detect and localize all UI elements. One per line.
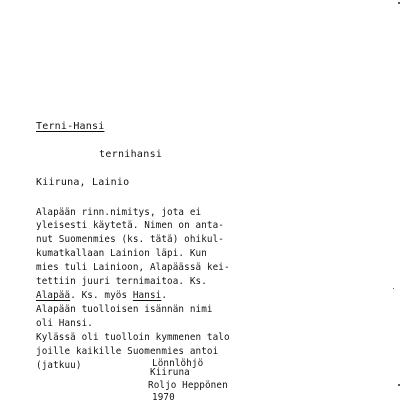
card-place: Kiiruna, Lainio bbox=[36, 177, 130, 188]
signature-role: Lönnlöhjö bbox=[152, 358, 204, 369]
ref-alapaa: Alapää bbox=[36, 290, 71, 301]
card-heading: Terni-Hansi bbox=[36, 121, 105, 132]
ref-hansi: Hansi bbox=[132, 290, 162, 301]
body-line-7-end: . bbox=[161, 290, 168, 301]
body-line-8: Alapään tuolloisen isännän nimi bbox=[36, 304, 213, 315]
body-line-10: Kylässä oli tuolloin kymmenen talo bbox=[36, 332, 230, 343]
signature-name: Roljo Heppönen bbox=[148, 380, 228, 391]
body-line-7 bbox=[36, 290, 167, 302]
body-line-2: yleisesti käytetä. Nimen on anta- bbox=[36, 220, 225, 231]
body-line-3: nut Suomenmies (ks. tätä) ohikul- bbox=[36, 234, 225, 245]
body-line-11: joille kaikille Suomenmies antoi bbox=[36, 346, 219, 357]
body-line-1: Alapään rinn.nimitys, jota ei bbox=[36, 207, 202, 218]
body-line-7-mid: . Ks. myös bbox=[70, 290, 133, 301]
body-line-6: tettiin juuri ternimaitoa. Ks. bbox=[36, 276, 207, 287]
signature-place: Kiiruna bbox=[150, 367, 190, 378]
body-line-5: mies tuli Lainioon, Alapäässä kei- bbox=[36, 262, 230, 273]
card-headword: ternihansi bbox=[99, 149, 163, 160]
body-line-4: kumatkallaan Lainion läpi. Kun bbox=[36, 248, 207, 259]
signature-date: 1970 bbox=[152, 392, 175, 403]
body-line-9: oli Hansi. bbox=[36, 318, 93, 329]
scan-speck bbox=[393, 288, 394, 289]
body-line-12: (jatkuu) bbox=[36, 360, 82, 371]
